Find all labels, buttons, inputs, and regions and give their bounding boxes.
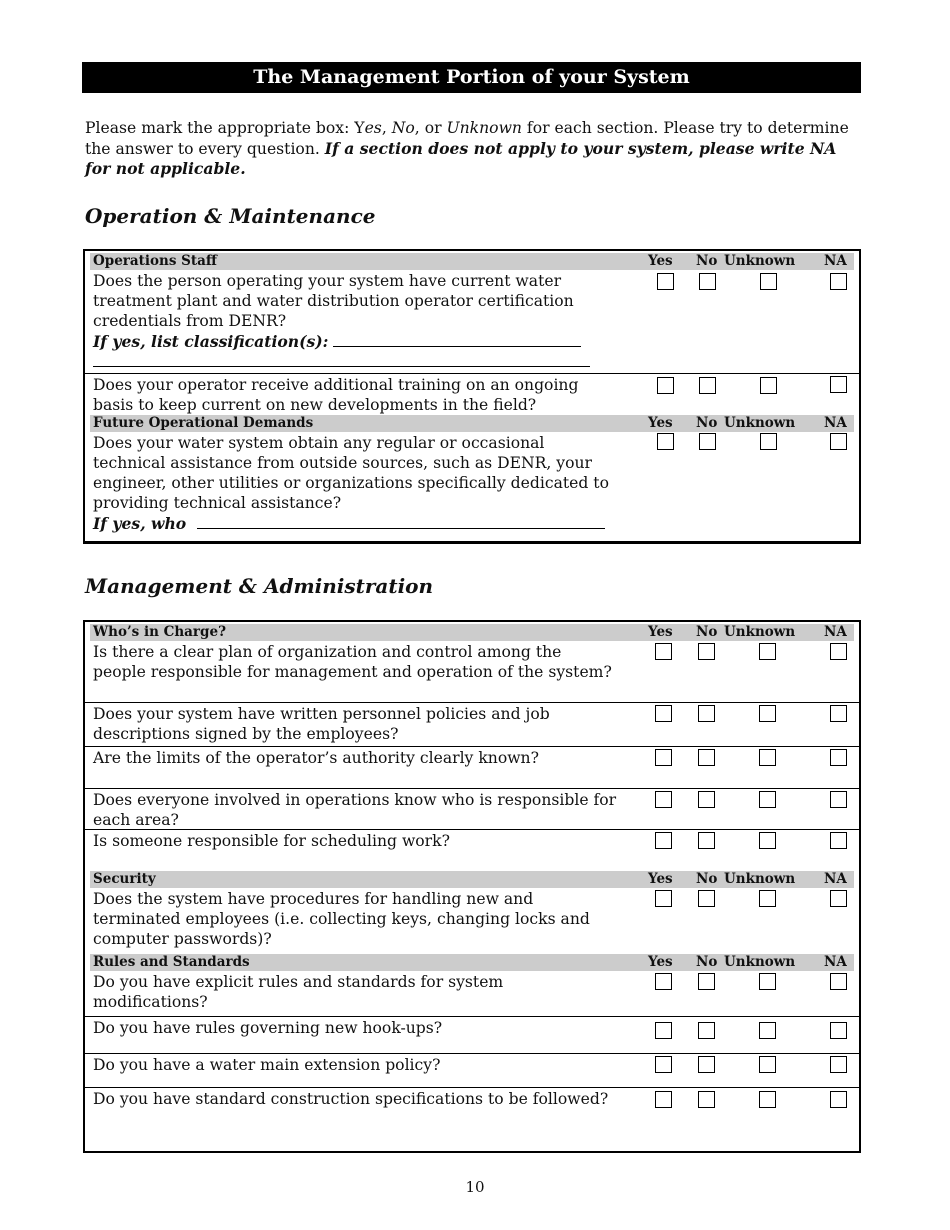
question-row	[85, 830, 859, 871]
checkbox-yes[interactable]	[655, 973, 672, 990]
question-row	[85, 789, 859, 830]
question-text	[93, 433, 618, 534]
checkbox-na[interactable]	[830, 890, 847, 907]
question-text: Does your operator receive additional training on an ongoing basis to keep current on new developments in the field?	[93, 376, 579, 414]
checkbox-na[interactable]	[830, 1091, 847, 1108]
question-text: Are the limits of the operator’s authority clearly known?	[93, 749, 539, 767]
management-administration-form	[83, 620, 861, 1153]
question-row	[85, 971, 859, 1017]
question-row	[85, 703, 859, 747]
col-na: NA	[824, 253, 847, 269]
assistance-source-line[interactable]	[197, 513, 605, 529]
checkbox-na[interactable]	[830, 973, 847, 990]
checkbox-yes[interactable]	[655, 643, 672, 660]
checkbox-yes[interactable]	[655, 1091, 672, 1108]
checkbox-no[interactable]	[698, 643, 715, 660]
checkbox-unknown[interactable]	[759, 1091, 776, 1108]
intro-sep-2: , or	[414, 119, 447, 137]
question-text: Does everyone involved in operations know who is responsible for each area?	[93, 791, 617, 829]
group-label: Who’s in Charge?	[93, 624, 226, 640]
classification-line-1[interactable]	[333, 331, 581, 347]
group-label: Rules and Standards	[93, 954, 250, 970]
question-row	[85, 432, 859, 540]
question-text: Do you have a water main extension policy?	[93, 1056, 441, 1074]
checkbox-unknown[interactable]	[759, 890, 776, 907]
checkbox-unknown[interactable]	[760, 377, 777, 394]
question-text: Do you have standard construction specifications to be followed?	[93, 1090, 609, 1108]
question-row	[85, 270, 859, 374]
intro-yes: es	[364, 119, 382, 137]
col-unknown: Unknown	[724, 871, 796, 887]
col-no: No	[696, 253, 718, 269]
checkbox-no[interactable]	[698, 791, 715, 808]
checkbox-no[interactable]	[698, 832, 715, 849]
section-heading-operation-maintenance: Operation & Maintenance	[85, 204, 376, 228]
question-text	[93, 271, 618, 372]
intro-text-2: for each section. Please try to determine the answer to every question.	[85, 119, 849, 158]
col-yes: Yes	[648, 871, 673, 887]
col-unknown: Unknown	[724, 415, 796, 431]
checkbox-na[interactable]	[830, 273, 847, 290]
checkbox-yes[interactable]	[655, 890, 672, 907]
col-unknown: Unknown	[724, 954, 796, 970]
followup-label: If yes, list classification(s):	[93, 332, 329, 351]
classification-line-2[interactable]	[93, 360, 590, 367]
followup-label: If yes, who	[93, 514, 187, 533]
question-row	[85, 1054, 859, 1088]
instructions	[85, 118, 855, 180]
checkbox-na[interactable]	[830, 832, 847, 849]
checkbox-na[interactable]	[830, 376, 847, 393]
checkbox-unknown[interactable]	[759, 643, 776, 660]
checkbox-na[interactable]	[830, 1056, 847, 1073]
group-header-operations-staff	[90, 253, 854, 270]
col-na: NA	[824, 871, 847, 887]
question-row	[85, 888, 859, 954]
col-yes: Yes	[648, 415, 673, 431]
group-header-whos-in-charge	[90, 624, 854, 641]
col-na: NA	[824, 954, 847, 970]
checkbox-yes[interactable]	[657, 433, 674, 450]
page-number: 10	[465, 1178, 485, 1196]
page-title-bar	[82, 62, 861, 93]
question-row	[85, 747, 859, 789]
checkbox-yes[interactable]	[655, 705, 672, 722]
col-unknown: Unknown	[724, 253, 796, 269]
question-label: Does the person operating your system have current water treatment plant and water distribution operator certification credentials from DENR?	[93, 272, 574, 330]
col-no: No	[696, 415, 718, 431]
group-header-future-operational-demands	[90, 415, 854, 432]
question-text: Is someone responsible for scheduling work?	[93, 832, 450, 850]
checkbox-unknown[interactable]	[759, 973, 776, 990]
col-no: No	[696, 871, 718, 887]
page-title: The Management Portion of your System	[253, 66, 690, 88]
checkbox-yes[interactable]	[655, 1056, 672, 1073]
checkbox-no[interactable]	[699, 377, 716, 394]
checkbox-yes[interactable]	[655, 832, 672, 849]
question-text: Does your system have written personnel policies and job descriptions signed by the employees?	[93, 705, 550, 743]
group-label: Operations Staff	[93, 253, 217, 269]
col-na: NA	[824, 624, 847, 640]
checkbox-unknown[interactable]	[759, 1022, 776, 1039]
checkbox-unknown[interactable]	[760, 433, 777, 450]
checkbox-unknown[interactable]	[760, 273, 777, 290]
group-header-rules-and-standards	[90, 954, 854, 971]
checkbox-yes[interactable]	[655, 749, 672, 766]
checkbox-na[interactable]	[830, 1022, 847, 1039]
col-yes: Yes	[648, 624, 673, 640]
checkbox-yes[interactable]	[657, 377, 674, 394]
checkbox-no[interactable]	[698, 1022, 715, 1039]
question-text: Do you have explicit rules and standards for system modifications?	[93, 973, 504, 1011]
question-row	[85, 1088, 859, 1146]
question-text: Does the system have procedures for handling new and terminated employees (i.e. collecting keys, changing locks and computer passwords)?	[93, 890, 590, 948]
question-text: Do you have rules governing new hook-ups?	[93, 1019, 443, 1037]
checkbox-unknown[interactable]	[759, 832, 776, 849]
question-row	[85, 641, 859, 703]
col-unknown: Unknown	[724, 624, 796, 640]
question-text: Is there a clear plan of organization and control among the people responsible for management and operation of the system?	[93, 643, 612, 681]
col-no: No	[696, 624, 718, 640]
col-yes: Yes	[648, 253, 673, 269]
checkbox-na[interactable]	[830, 433, 847, 450]
checkbox-no[interactable]	[698, 705, 715, 722]
col-yes: Yes	[648, 954, 673, 970]
section-heading-management-administration: Management & Administration	[85, 574, 434, 598]
checkbox-na[interactable]	[830, 791, 847, 808]
operation-maintenance-form	[83, 249, 861, 544]
checkbox-unknown[interactable]	[759, 749, 776, 766]
question-row	[85, 374, 859, 415]
group-label: Future Operational Demands	[93, 415, 314, 431]
checkbox-no[interactable]	[699, 433, 716, 450]
intro-text-1: Please mark the appropriate box: Y	[85, 119, 365, 137]
checkbox-no[interactable]	[698, 973, 715, 990]
checkbox-na[interactable]	[830, 749, 847, 766]
checkbox-unknown[interactable]	[759, 1056, 776, 1073]
intro-no: No	[391, 119, 415, 137]
checkbox-yes[interactable]	[655, 791, 672, 808]
checkbox-yes[interactable]	[657, 273, 674, 290]
checkbox-na[interactable]	[830, 705, 847, 722]
question-row	[85, 1017, 859, 1054]
intro-unknown: Unknown	[446, 119, 522, 137]
checkbox-unknown[interactable]	[759, 791, 776, 808]
checkbox-na[interactable]	[830, 643, 847, 660]
checkbox-unknown[interactable]	[759, 705, 776, 722]
checkbox-no[interactable]	[698, 1091, 715, 1108]
col-no: No	[696, 954, 718, 970]
group-label: Security	[93, 871, 156, 887]
col-na: NA	[824, 415, 847, 431]
checkbox-no[interactable]	[698, 1056, 715, 1073]
intro-na-instruction: If a section does not apply to your system, please write NA for not applicable.	[85, 138, 837, 178]
checkbox-no[interactable]	[698, 890, 715, 907]
question-label: Does your water system obtain any regular or occasional technical assistance from outside sources, such as DENR, your engineer, other utilities or organizations specifically dedicated to providing technical assistance?	[93, 434, 609, 512]
checkbox-yes[interactable]	[655, 1022, 672, 1039]
intro-sep-1: ,	[381, 119, 392, 137]
group-header-security	[90, 871, 854, 888]
checkbox-no[interactable]	[699, 273, 716, 290]
checkbox-no[interactable]	[698, 749, 715, 766]
